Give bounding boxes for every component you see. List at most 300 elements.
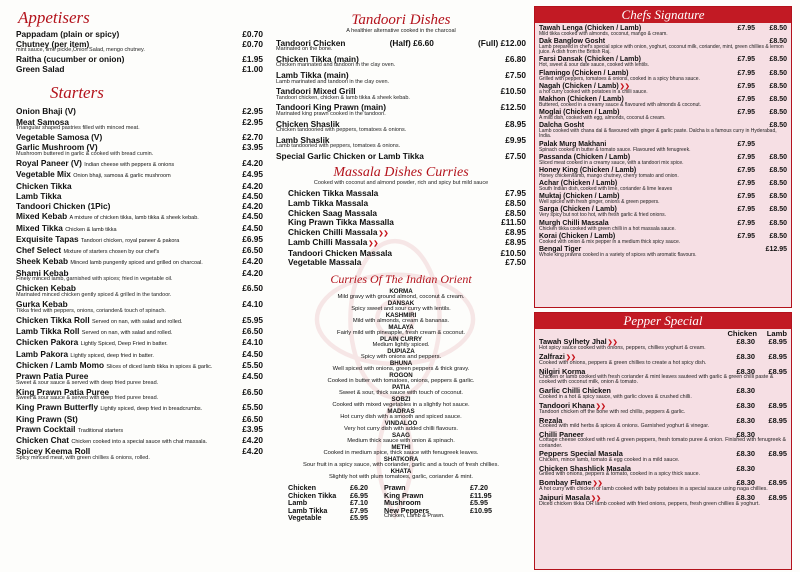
item-price: £4.20 [242, 201, 263, 212]
left-column [16, 0, 263, 572]
item-description: Mild tikka cooked with almonds, coconut, mango & cream. [539, 31, 668, 37]
item-price: £4.20 [242, 446, 263, 457]
curry-description: Mild with almonds, cream & bananas. [352, 318, 450, 325]
item-name: Korai (Chicken / Lamb) [539, 232, 616, 240]
chicken-price: £7.95 [737, 180, 755, 188]
curry-description: Cooked with mixed vegetables in a slightly hot sauce. [332, 402, 470, 409]
menu-item [16, 107, 263, 116]
item-name-wrap [16, 170, 171, 180]
item-name: Chicken Shashlick Masala [539, 463, 632, 473]
item-name: Sheek Kebab [16, 256, 69, 267]
item-name: Jaipuri Masala [539, 492, 590, 502]
item-name-wrap [16, 182, 72, 191]
item-price: £7.50 [505, 69, 526, 80]
item-price: £4.95 [242, 169, 263, 180]
curry-option-price: £7.20 [470, 482, 488, 492]
chilli-icon: ❯❯ [565, 354, 576, 361]
chicken-price: £8.30 [736, 415, 755, 425]
massala-subtitle: Cooked with coconut and almond powder, rich and spicy but mild sauce [313, 179, 489, 186]
appetisers-section [16, 8, 263, 73]
item-price: £7.50 [505, 257, 526, 268]
item-price: £2.95 [242, 106, 263, 117]
item-name: Onion Bhaji (V) [16, 106, 76, 117]
item-price: £5.50 [242, 359, 263, 370]
item-name-wrap [16, 192, 62, 201]
menu-item [535, 402, 791, 415]
item-description: Marinated minced chicken gently spiced & grilled in the tandoor. [16, 292, 172, 298]
curry-name: SAAG [392, 431, 410, 439]
lamb-price: £8.50 [769, 95, 787, 103]
item-name: Special Garlic Chicken or Lamb Tikka [276, 150, 424, 161]
item-name-wrap [16, 246, 159, 256]
menu-item [535, 220, 791, 232]
curry-option-price: £6.95 [350, 490, 368, 500]
curry-description: Cooked in butter with tomatoes, onions, peppers & garlic. [327, 378, 475, 385]
menu-item [535, 154, 791, 166]
menu-item [16, 40, 263, 54]
item-name: Lamb Tikka Massala [288, 197, 369, 208]
item-name: Green Salad [16, 63, 65, 74]
curry-name: KHATA [390, 467, 412, 475]
menu-item [16, 143, 263, 157]
chicken-price: £7.95 [737, 193, 755, 201]
menu-item [276, 39, 526, 53]
item-name: Royal Paneer (V) [16, 158, 82, 169]
curries-section [276, 272, 526, 522]
menu-item [535, 494, 791, 507]
menu-item [16, 257, 263, 267]
item-price: £10.50 [500, 86, 526, 97]
item-name: Pappadam (plain or spicy) [16, 29, 120, 39]
item-row [16, 338, 263, 348]
chicken-price: £8.30 [736, 351, 755, 361]
curry-description: Spicy with onions and peppers. [360, 354, 442, 361]
item-inline-description: Lightly spiced, deep fried in batter. [70, 352, 154, 359]
item-name-wrap [16, 350, 154, 360]
item-name: Prawn Patia Puree [16, 371, 89, 382]
item-description: Very spicy but not too hot, with fresh garlic & fried onions. [539, 212, 667, 219]
item-row [16, 107, 263, 116]
item-price: £6.50 [242, 386, 263, 397]
item-description: Chicken tandooried with peppers, tomatoes & onions. [276, 127, 407, 134]
item-inline-description: Mixture of starters chosen by our chef's [63, 249, 160, 256]
item-description: Cooked with mild herbs & spices & onions. Garnished yoghurt & vinegar. [539, 422, 710, 429]
item-price: £11.50 [501, 217, 526, 228]
item-row [16, 55, 263, 64]
curry-name: SOBZI [391, 395, 411, 403]
chilli-icon: ❯❯ [592, 481, 603, 488]
menu-item [535, 233, 791, 245]
item-price: £4.50 [242, 348, 263, 359]
item-price: £7.50 [505, 150, 526, 161]
item-price: £4.50 [242, 211, 263, 222]
lamb-price: £8.50 [769, 206, 787, 214]
item-name: Passanda (Chicken / Lamb) [539, 153, 631, 161]
lamb-price: £8.50 [769, 153, 787, 161]
item-name-wrap [16, 235, 179, 245]
menu-item [276, 87, 526, 101]
item-price: £8.95 [505, 226, 526, 237]
item-name: Murgh Chilli Massala [539, 219, 609, 227]
curry-option-name: Chicken, Lamb & Prawn. [384, 513, 445, 520]
curry-option-name: Chicken [288, 482, 316, 492]
curry-option-name: Prawn [384, 482, 406, 492]
tandoori-subtitle: A healthier alternative cooked in the charcoal [346, 28, 456, 34]
item-description: Sweet & sour sauce & served with deep fried puree bread. [16, 395, 159, 402]
curry-description: Spicy sweet and sour curry with lentils. [351, 306, 451, 313]
lamb-price: £8.95 [768, 366, 787, 376]
appetisers-title: Appetisers [18, 8, 90, 27]
item-description: Grilled with onions, peppers & tomato, cooked in a spicy thick sauce. [539, 471, 701, 478]
lamb-price: £8.50 [769, 219, 787, 227]
item-name: Chicken Pakora [16, 337, 79, 348]
chicken-price: £7.95 [737, 56, 755, 64]
item-price: £1.95 [242, 53, 263, 64]
curry-description: Hot curry dish with a smooth and spiced sauce. [340, 414, 462, 421]
item-description: Lamb tandooried with peppers, tomatoes & onions. [276, 143, 401, 150]
item-price: £4.20 [242, 158, 263, 169]
chilli-icon: ❯❯ [607, 340, 618, 346]
menu-item [16, 65, 263, 74]
item-row [16, 425, 263, 435]
item-name: Rezala [539, 415, 563, 425]
menu-item [535, 479, 791, 492]
item-name-wrap [288, 258, 361, 267]
menu-item [535, 180, 791, 192]
item-description: Honey chicken/lamb, mango chutney, cherry tomato and onion. [539, 172, 679, 179]
item-description: Hot, sweet & sour date sauce, cooked with lentils. [539, 62, 650, 69]
menu-item [16, 425, 263, 435]
item-row [16, 327, 263, 337]
item-name: Tandoori Mixed Grill [276, 86, 356, 97]
item-description: Cooked with onion & mix pepper in a medium thick spicy sauce. [539, 238, 681, 245]
menu-item [276, 120, 526, 134]
item-price: £8.50 [505, 207, 526, 218]
menu-item [535, 417, 791, 430]
item-price: £3.95 [242, 142, 263, 153]
item-name: Chicken Saag Massala [288, 207, 378, 218]
menu-item [535, 96, 791, 108]
item-name-wrap [16, 436, 207, 446]
menu-item [535, 25, 791, 37]
menu-item [16, 182, 263, 191]
item-name: Peppers Special Masala [539, 449, 623, 459]
chilli-icon: ❯❯ [595, 403, 606, 410]
menu-item [288, 228, 526, 237]
lamb-price: £8.50 [769, 232, 787, 240]
menu-item [535, 387, 791, 400]
curry-name: MADRAS [387, 407, 415, 415]
chicken-price: £8.30 [736, 366, 755, 376]
item-name-wrap [288, 228, 389, 237]
item-name: Dak Banglow Gosht [539, 38, 606, 46]
curry-description: Well spiced with onions, green peppers & thick gravy. [332, 366, 470, 373]
menu-item [535, 206, 791, 218]
right-column [534, 0, 792, 572]
item-name-wrap [288, 238, 378, 247]
item-price: £6.50 [242, 325, 263, 336]
menu-item [16, 30, 263, 39]
item-row [276, 152, 526, 161]
lamb-price: £8.95 [768, 449, 787, 459]
curry-description: Cooked in medium spice, thick sauce with fenugreek leaves. [323, 450, 479, 457]
chicken-price: £7.95 [737, 219, 755, 227]
item-name: Nagah (Chicken / Lamb) [539, 82, 619, 90]
menu-item [16, 388, 263, 402]
lamb-price: £8.50 [769, 180, 787, 188]
item-description: Tikka fried with peppers, onions, coriander& touch of spinach. [16, 307, 166, 314]
menu-item [276, 103, 526, 117]
item-price: £10.50 [500, 247, 526, 258]
starters-title: Starters [50, 83, 104, 103]
item-name: Chicken Chilli Massala [288, 226, 378, 237]
item-name: Mixed Kebab [16, 211, 68, 222]
curry-description: Slightly hot with plum tomatoes, garlic, coriander & mint. [328, 474, 474, 481]
item-row [16, 316, 263, 326]
item-inline-description: Chicken & lamb tikka [65, 226, 117, 233]
curry-description: Very hot curry dish with added chilli flavours. [343, 426, 459, 433]
curry-name: BHUNA [389, 359, 413, 367]
item-inline-description: Lightly spiced, deep fried in breadcrumbs. [100, 406, 203, 413]
item-price: £4.50 [242, 190, 263, 201]
menu-item [288, 258, 526, 267]
item-name: Spicey Keema Roll [16, 446, 91, 457]
item-row [16, 350, 263, 360]
item-name: Tandoori Khana [539, 400, 595, 410]
item-price: (Full) £12.00 [478, 37, 526, 48]
item-name: Garlic Mushroom (V) [16, 142, 98, 153]
item-description: Sweet & sour sauce & served with deep fried puree bread. [16, 379, 159, 386]
item-name: Moglai (Chicken / Lamb) [539, 109, 620, 117]
item-price: £4.20 [242, 256, 263, 267]
item-price: £4.20 [242, 267, 263, 278]
item-name: Chicken Kebab [16, 283, 76, 294]
item-description: Finely minced lamb, garnished with spices; fried in vegetable oil. [16, 276, 173, 283]
chicken-price: £8.30 [736, 429, 755, 439]
menu-item [16, 192, 263, 201]
curry-item [276, 469, 526, 481]
tandoori-section [276, 12, 526, 161]
item-name: Exquisite Tapas [16, 233, 79, 244]
item-row [16, 436, 263, 446]
menu-item [535, 465, 791, 478]
menu-item [16, 327, 263, 337]
item-name: Lamb Chilli Massala [288, 237, 368, 248]
item-name: Chicken Tikka (main) [276, 53, 359, 64]
item-description: Chicken marinated and tandoori in the clay oven. [276, 62, 396, 69]
curries-title: Curries Of The Indian Orient [330, 271, 472, 286]
chicken-price: £7.95 [737, 109, 755, 117]
item-price: £8.95 [505, 237, 526, 248]
chicken-price: £7.95 [737, 82, 755, 90]
tandoori-title: Tandoori Dishes [351, 12, 451, 28]
curry-name: PLAIN CURRY [379, 335, 423, 343]
item-row [16, 170, 263, 180]
lamb-price: £8.50 [769, 166, 787, 174]
item-name: Shami Kebab [16, 267, 69, 278]
menu-item [16, 133, 263, 142]
item-name: Lamb Shaslik [276, 134, 330, 145]
item-row [16, 212, 263, 222]
menu-item [16, 159, 263, 169]
menu-item [276, 136, 526, 150]
menu-item [535, 338, 791, 351]
item-name: Mixed Tikka [16, 222, 63, 233]
curry-name: DUPIAZA [387, 347, 415, 355]
item-inline-description: Minced lamb pungently spiced and grilled on charcoal. [70, 260, 203, 267]
item-inline-description: Chicken cooked into a special sauce with chat massala. [71, 439, 208, 446]
item-name-wrap [16, 425, 123, 435]
lamb-price: £8.50 [769, 82, 787, 90]
item-name: Chilli Paneer [539, 429, 584, 439]
item-half-price: (Half) £6.60 [389, 37, 434, 48]
item-name: Lamb Pakora [16, 348, 69, 359]
item-row [16, 202, 263, 211]
curry-name: PATIA [392, 383, 410, 391]
item-row [16, 182, 263, 191]
curry-name: ROGON [389, 371, 413, 379]
item-price: £8.50 [505, 197, 526, 208]
pepper-special-box [534, 312, 792, 570]
menu-item [16, 246, 263, 256]
item-description: mint sauce, lime pickle,Onion Salad, mengo chutney. [16, 47, 145, 54]
item-price: £4.50 [242, 371, 263, 382]
middle-column [276, 0, 526, 572]
item-name-wrap [16, 327, 172, 337]
chilli-icon: ❯❯ [378, 230, 389, 237]
item-name: King Prawn Butterfly [16, 402, 99, 413]
item-price: £2.95 [242, 116, 263, 127]
item-price: £4.10 [242, 337, 263, 348]
item-description: a hot curry cooked with potatoes in a chilli sauce. [539, 88, 648, 95]
item-name: Nilgiri Korma [539, 366, 586, 376]
item-name: Prawn Cocktail [16, 423, 76, 434]
item-name: Zalfrazi [539, 351, 565, 361]
item-description: Tandoori chicken, chicken & lamb tikka & sheek kebab. [276, 94, 410, 101]
item-price: £6.50 [242, 413, 263, 424]
curry-description: Sour fruit in a spicy sauce, with coriander, garlic and a touch of fresh chillies. [303, 462, 499, 469]
item-description: Lamb cooked with chana dal & flavoured with ginger & garlic paste. Dalcha is a famous curry in Hyderabad, India. [539, 128, 777, 140]
item-name-wrap [288, 249, 392, 258]
lamb-price: £8.95 [768, 415, 787, 425]
item-description: Diced chicken tikka OR lamb cooked with fried onions, peppers, fresh green chillies & yoghurt. [539, 500, 760, 507]
item-name: Tandoori King Prawn (main) [276, 102, 387, 113]
curry-option-price: £7.95 [350, 505, 368, 515]
item-name: Farsi Dansak (Chicken / Lamb) [539, 56, 641, 64]
item-description: Sliced meat cooked in a creamy sauce, with a tandoori mix spice. [539, 159, 684, 166]
menu-item [16, 118, 263, 132]
chefs-signature-box [534, 6, 792, 308]
item-name: Raitha (cucumber or onion) [16, 53, 125, 64]
item-name-wrap [16, 403, 202, 413]
chicken-price: £8.30 [736, 492, 755, 502]
menu-item [535, 56, 791, 68]
curry-description: Fairly mild with pineapple, fresh cream & coconut. [337, 330, 465, 337]
massala-title: Massala Dishes Curries [333, 164, 469, 180]
item-name-wrap [16, 202, 110, 211]
chicken-column-header: Chicken [727, 329, 757, 338]
menu-item [16, 403, 263, 413]
item-row [16, 159, 263, 169]
menu-item [288, 189, 526, 198]
item-inline-description: Served on nan, with salad and rolled. [81, 329, 173, 336]
lamb-column-header: Lamb [766, 329, 787, 338]
item-row [16, 246, 263, 256]
menu-item [535, 368, 791, 386]
chicken-price: £8.30 [736, 386, 755, 396]
item-row [16, 224, 263, 234]
item-name: Bengal Tiger [539, 246, 582, 253]
curry-description: Medium thick sauce with onion & spinach. [347, 438, 455, 445]
menu-item [288, 218, 526, 227]
item-name: Gurka Kebab [16, 299, 68, 309]
item-name: King Prawn (St) [16, 413, 78, 424]
lamb-price: £8.50 [769, 122, 787, 130]
menu-item [535, 70, 791, 82]
item-name: Lamb Tikka Roll [16, 325, 80, 336]
item-name: Tandoori Chicken (1Pic) [16, 201, 111, 212]
menu-item [16, 447, 263, 461]
item-price: £5.50 [242, 402, 263, 413]
menu-item [535, 431, 791, 449]
menu-item [16, 284, 263, 298]
chilli-icon: ❯❯ [619, 83, 630, 90]
item-description: Triangular shaped pastries filled with minced meat. [16, 125, 140, 132]
menu-item [276, 152, 526, 161]
menu-item [535, 193, 791, 205]
item-price: £6.50 [242, 245, 263, 256]
item-name: King Prawn Patia Puree [16, 386, 110, 397]
curry-description: Medium lightly spiced. [372, 342, 430, 349]
item-price: £4.10 [242, 299, 263, 309]
item-name-wrap [288, 199, 368, 208]
item-name: Vegetable Massala [288, 257, 362, 268]
item-price: £8.95 [505, 118, 526, 129]
item-description: Mushroom buttered in garlic & cooked with bread cumin. [16, 151, 154, 158]
item-price: £0.70 [242, 29, 263, 39]
item-name-wrap [16, 361, 212, 371]
menu-item [16, 269, 263, 283]
curry-option-name: Lamb [288, 498, 308, 508]
curry-name: METHI [391, 443, 411, 451]
item-name: Vegetable Samosa (V) [16, 132, 103, 143]
curry-name: KORMA [389, 287, 413, 295]
item-inline-description: Served on nan, with salad and rolled. [91, 318, 183, 325]
item-description: Lamb prepared in chef's special spice with onion, yoghurt, coconut milk, coriander, mint, green chillies & lemon juice. A dish from the British Raj. [539, 44, 784, 56]
curry-option-price: £5.95 [350, 513, 368, 523]
item-name: Lamb Tikka [16, 190, 62, 201]
curry-name: VINDALOO [384, 419, 418, 427]
item-description: Well spiced with fresh ginger, onions & green peppers. [539, 199, 660, 206]
item-name: Tawah Sylhety Jhal [539, 337, 607, 346]
item-name: King Prawn Tikka Massalla [288, 217, 394, 228]
lamb-price: £8.95 [768, 478, 787, 488]
item-name: Chicken Tikka Roll [16, 314, 90, 325]
item-name: Muktaj (Chicken / Lamb) [539, 193, 620, 201]
item-name: Chicken Tikka Massala [288, 188, 379, 199]
curry-option-name: Chicken Tikka [288, 490, 337, 500]
item-row [16, 235, 263, 245]
chicken-price: £8.30 [736, 449, 755, 459]
item-row [16, 133, 263, 142]
chicken-price: £7.95 [737, 166, 755, 174]
menu-item [535, 38, 791, 55]
menu-item [288, 249, 526, 258]
menu-item [288, 209, 526, 218]
item-inline-description: Indian cheese with peppers & onions [84, 162, 175, 169]
lamb-price: £8.95 [768, 400, 787, 410]
item-price: £4.20 [242, 180, 263, 191]
